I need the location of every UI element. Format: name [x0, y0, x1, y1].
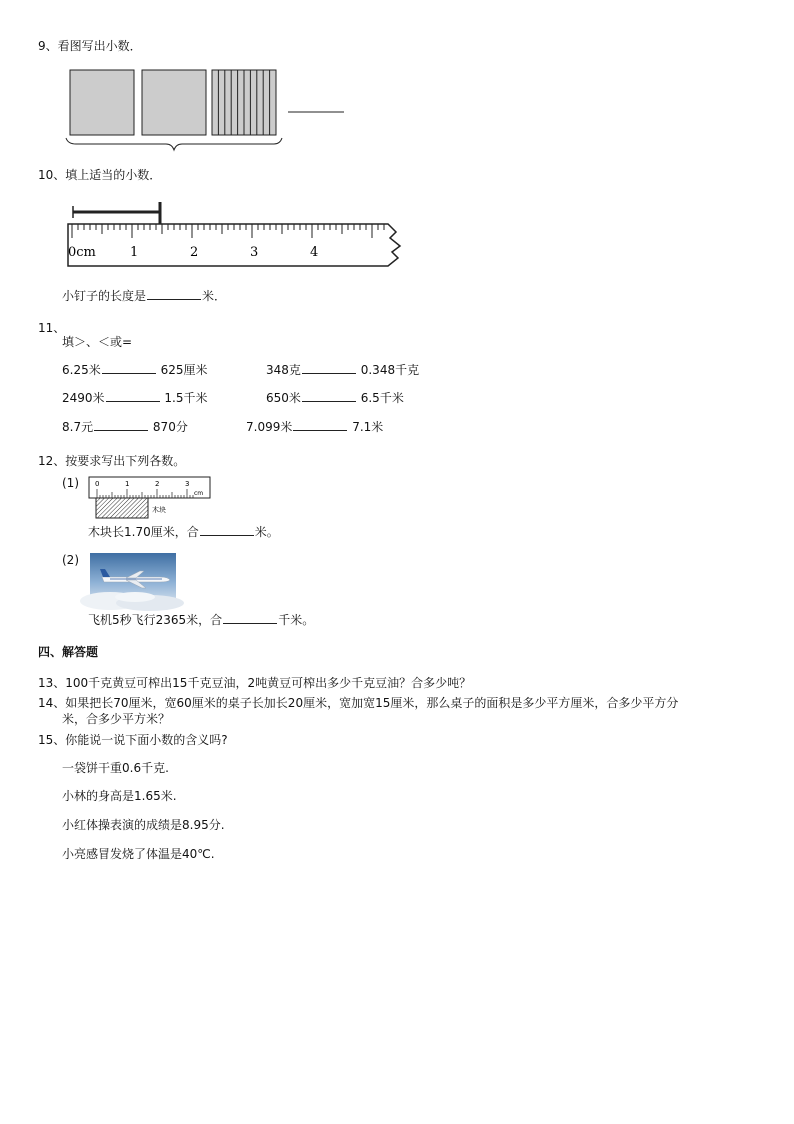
wood-block-label: 木块	[152, 506, 166, 514]
small-ruler-label-1: 1	[125, 480, 130, 488]
q10-ruler-figure	[60, 196, 410, 276]
q11-item-1-right: 625厘米	[160, 363, 208, 377]
q12-part1-prefix: 木块长1.70厘米，合	[88, 525, 199, 539]
q9-title: 9、看图写出小数．	[38, 39, 142, 53]
q12-part1-line	[88, 526, 279, 538]
q11-item-2-blank[interactable]	[302, 372, 356, 374]
q10-answer-prefix: 小钉子的长度是	[62, 289, 147, 303]
q12-part2-label: (2)	[62, 553, 79, 567]
q12-part2-blank[interactable]	[223, 622, 277, 624]
q11-item-3-blank[interactable]	[106, 400, 160, 402]
q11-number: 11、	[38, 321, 66, 335]
ruler-label-2: 2	[190, 245, 199, 260]
q11-item-5-blank[interactable]	[94, 429, 148, 431]
ruler-label-4: 4	[310, 245, 319, 260]
ruler-label-0: 0cm	[68, 245, 96, 260]
airplane-photo	[90, 553, 176, 607]
q15-item-2: 小林的身高是1.65米.	[62, 789, 177, 803]
small-ruler-label-2: 2	[155, 480, 160, 488]
q12-part2-line	[88, 614, 314, 626]
q14-line2: 米，合多少平方米？	[62, 712, 171, 726]
full-square-2	[142, 70, 206, 135]
q12-part2-prefix: 飞机5秒飞行2365米，合	[88, 613, 223, 627]
full-square-1	[70, 70, 134, 135]
q15-item-4: 小亮感冒发烧了体温是40℃.	[62, 847, 215, 861]
q10-answer-blank[interactable]	[147, 298, 201, 300]
q12-part1-blank[interactable]	[200, 534, 254, 536]
q11-item-2-right: 0.348千克	[360, 363, 420, 377]
q9-figure	[60, 66, 360, 156]
q11-item-4-right: 6.5千米	[360, 391, 404, 405]
nail	[73, 202, 160, 224]
q11-item-2	[266, 364, 419, 376]
q11-item-3-right: 1.5千米	[164, 391, 208, 405]
ruler-body	[68, 224, 400, 266]
q10-title: 10、填上适当的小数．	[38, 168, 162, 182]
q11-item-3-left: 2490米	[62, 391, 105, 405]
ruler-label-3: 3	[250, 245, 259, 260]
q12-part1-label: (1)	[62, 476, 79, 490]
q13-text: 13、100千克黄豆可榨出15千克豆油，2吨黄豆可榨出多少千克豆油？合多少吨？	[38, 676, 472, 690]
small-ruler-body	[89, 477, 210, 498]
tenths-square	[212, 70, 276, 135]
wood-block	[96, 498, 148, 518]
q11-item-3	[62, 392, 207, 404]
q11-item-4	[266, 392, 404, 404]
ruler-label-1: 1	[130, 245, 139, 260]
q11-item-5-left: 8.7元	[62, 420, 94, 434]
q15-item-1: 一袋饼干重0.6千克.	[62, 761, 169, 775]
q14-line1: 14、如果把长70厘米，宽60厘米的桌子长加长20厘米，宽加宽15厘米，那么桌子的面积是多少平方厘米，合多少平方分	[38, 696, 679, 710]
q11-item-6-left: 7.099米	[246, 420, 293, 434]
section-4-title: 四、解答题	[38, 645, 99, 659]
q11-item-1-blank[interactable]	[102, 372, 156, 374]
q11-item-4-blank[interactable]	[302, 400, 356, 402]
q11-item-4-left: 650米	[266, 391, 301, 405]
q11-item-6	[246, 421, 383, 433]
q12-title: 12、按要求写出下列各数。	[38, 454, 186, 468]
q11-item-1-left: 6.25米	[62, 363, 101, 377]
small-ruler-label-3: 3	[185, 480, 190, 488]
q10-answer-suffix: 米．	[202, 289, 227, 303]
q11-instruction: 填＞、＜或=	[62, 335, 133, 349]
q10-answer-line	[62, 290, 226, 302]
q12-part1-suffix: 米。	[254, 525, 279, 539]
small-ruler-label-0: 0	[95, 480, 100, 488]
curly-brace	[66, 138, 282, 150]
q11-item-5-right: 870分	[152, 420, 188, 434]
q15-text: 15、你能说一说下面小数的含义吗?	[38, 733, 228, 747]
q11-item-6-blank[interactable]	[293, 429, 347, 431]
q12-ruler-figure	[88, 476, 214, 520]
q11-item-1	[62, 364, 207, 376]
q11-item-2-left: 348克	[266, 363, 301, 377]
q11-item-5	[62, 421, 188, 433]
q15-item-3: 小红体操表演的成绩是8.95分.	[62, 818, 225, 832]
q11-item-6-right: 7.1米	[352, 420, 384, 434]
q12-part2-suffix: 千米。	[278, 613, 315, 627]
small-ruler-unit: cm	[194, 490, 204, 497]
